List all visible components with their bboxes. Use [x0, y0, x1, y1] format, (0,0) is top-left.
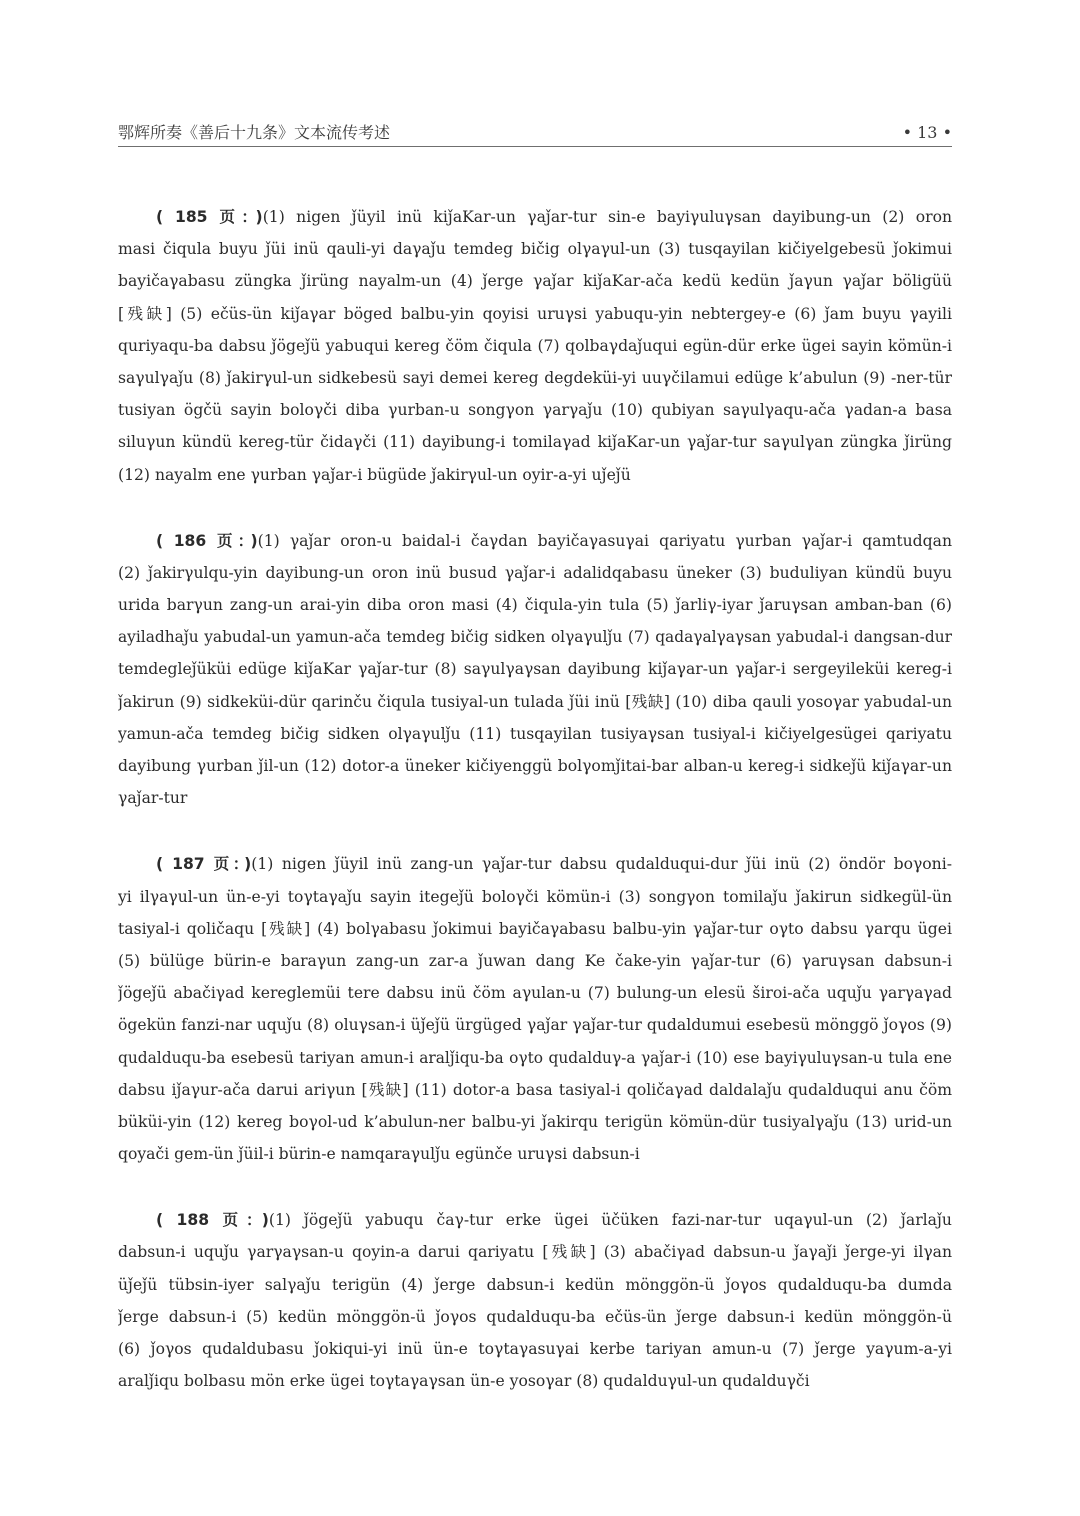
text-line — [118, 525, 952, 557]
text-line — [118, 653, 952, 685]
text-line — [118, 782, 952, 814]
line-text: tusiyan ögčü sayin boloγči diba γurban-u songγon γarγaǰu (10) qubiyan saγulγaqu-ača γadan-a basa — [118, 401, 952, 420]
text-line — [118, 1138, 952, 1170]
line-text: tasiyal-i qoličaqu [残缺] (4) bolγabasu ǰokimui bayičaγabasu balbu-yin γaǰar-tur oγto dabsu γarqu ügei — [118, 919, 952, 938]
text-line — [118, 1106, 952, 1138]
line-text: qoyači gem-ün ǰüil-i bürin-e namqaraγulǰu egünče uruγsi dabsun-i — [118, 1145, 640, 1164]
line-text: (12) nayalm ene γurban γaǰar-i bügüde ǰakirγul-un oyir-a-yi uǰeǰü — [118, 465, 631, 484]
text-line — [118, 913, 952, 945]
text-line — [118, 201, 952, 233]
manuscript-page-entry — [118, 525, 952, 815]
text-line — [118, 848, 952, 880]
text-line — [118, 426, 952, 458]
text-line — [118, 945, 952, 977]
line-text: (1) γaǰar oron-u baidal-i čaγdan bayičaγasuγai qariyatu γurban γaǰar-i qamtudqan — [257, 531, 952, 550]
line-text: (6) ǰoγos qudaldubasu ǰokiqui-yi inü ün-e toγtaγasuγai kerbe tariyan amun-u (7) ǰerge yaγum-a-yi — [118, 1340, 952, 1358]
text-line — [118, 1365, 952, 1397]
page-reference: ( 187 页：) — [156, 855, 252, 874]
line-text: quriyaqu-ba dabsu ǰögeǰü yabuqui kereg čöm čiqula (7) qolbaγdaǰuqui egün-dür erke ügei sayin kömün-i — [118, 336, 952, 355]
line-text: yamun-ača temdeg bičig sidken olγaγulǰu (11) tusqayilan tusiyaγsan tusiyal-i kičiyelgesügei qariyatu — [118, 724, 952, 743]
page-reference: ( 188 页：) — [156, 1211, 269, 1230]
line-text: (2) ǰakirγulqu-yin dayibung-un oron inü busud γaǰar-i adalidqabasu üneker (3) buduliyan kündü buyu — [118, 563, 952, 582]
line-text: ögekün fanzi-nar uquǰu (8) oluγsan-i üǰeǰü ürgüged γaǰar γaǰar-tur qudaldumui esebesü mönggö ǰoγos (9) — [118, 1016, 952, 1035]
running-header — [118, 120, 952, 143]
text-line — [118, 1042, 952, 1074]
text-line — [118, 1333, 952, 1365]
line-text: ǰögeǰü abačiγad kereglemüi tere dabsu inü čöm aγulan-u (7) bulung-un elesü široi-ača uquǰu γarγaγad — [118, 984, 952, 1003]
line-text: temdegleǰüküi edüge kiǰaKar γaǰar-tur (8) saγulγaγsan dayibung kiǰaγar-un γaǰar-i sergeyileküi kereg-i — [118, 660, 952, 679]
line-text: (1) nigen ǰüyil inü kiǰaKar-un γaǰar-tur sin-e bayiγuluγsan dayibung-un (2) oron — [262, 208, 952, 226]
line-text: üǰeǰü tübsin-iyer salγaǰu terigün (4) ǰerge dabsun-i kedün mönggön-ü ǰoγos qudalduqu-ba dumda — [118, 1275, 952, 1294]
text-line — [118, 750, 952, 782]
text-line — [118, 977, 952, 1009]
text-line — [118, 362, 952, 394]
line-text: (1) ǰögeǰü yabuqu čaγ-tur erke ügei üčüken fazi-nar-tur uqaγul-un (2) ǰarlaǰu — [268, 1211, 952, 1230]
manuscript-page-entry — [118, 201, 952, 491]
line-text: dabsu iǰaγur-ača darui ariγun [残缺] (11) dotor-a basa tasiyal-i qoličaγad daldalaǰu qudalduqui anu čöm — [118, 1080, 952, 1099]
line-text: ǰerge dabsun-i (5) kedün mönggön-ü ǰoγos qudalduqu-ba ečüs-ün ǰerge dabsun-i kedün mönggön-ü — [118, 1307, 952, 1326]
line-text: büküi-yin (12) kereg boγol-ud k’abulun-ner balbu-yi ǰakirqu terigün kömün-dür tusiyalγaǰu (13) urid-un — [118, 1112, 952, 1131]
text-line — [118, 1074, 952, 1106]
text-line — [118, 330, 952, 362]
text-line — [118, 298, 952, 330]
line-text: dayibung γurban ǰil-un (12) dotor-a üneker kičiyenggü bolγomǰitai-bar alban-u kereg-i sidkeǰü kiǰaγar-un — [118, 757, 952, 775]
text-line — [118, 557, 952, 589]
text-line — [118, 1301, 952, 1333]
text-line — [118, 589, 952, 621]
line-text: ayiladhaǰu yabudal-un yamun-ača temdeg bičig sidken olγaγulǰu (7) qadaγalγaγsan yabudal-i dangsan-dur — [118, 628, 952, 647]
text-line — [118, 1269, 952, 1301]
text-line — [118, 1236, 952, 1268]
text-line — [118, 1009, 952, 1041]
article-body — [118, 201, 952, 1431]
line-text: bayičaγabasu züngka ǰirüng nayalm-un (4) ǰerge γaǰar kiǰaKar-ača kedü kedün ǰaγun γaǰar böligüü — [118, 272, 952, 291]
text-line — [118, 686, 952, 718]
manuscript-page-entry — [118, 1204, 952, 1397]
page-reference: ( 185 页：) — [156, 208, 263, 226]
text-line — [118, 621, 952, 653]
line-text: γaǰar-tur — [118, 789, 188, 808]
manuscript-page-entry — [118, 848, 952, 1170]
header-title: 鄂辉所奏《善后十九条》文本流传考述 — [118, 123, 391, 142]
line-text: (5) bülüge bürin-e baraγun zang-un zar-a ǰuwan dang Ke čake-yin γaǰar-tur (6) γaruγsan dabsun-i — [118, 951, 952, 970]
line-text: urida barγun zang-un arai-yin diba oron masi (4) čiqula-yin tula (5) ǰarliγ-iyar ǰaruγsan amban-ban (6) — [118, 596, 952, 615]
line-text: aralǰiqu bolbasu mön erke ügei toγtaγaγsan ün-e yosoγar (8) qudalduγul-un qudalduγči — [118, 1372, 810, 1391]
line-text: ǰakirun (9) sidkeküi-dür qarinču čiqula tusiyal-un tulada ǰüi inü [残缺] (10) diba qauli yosoγar yabudal-un — [118, 692, 952, 711]
text-line — [118, 394, 952, 426]
line-text: yi ilγaγul-un ün-e-yi toγtaγaǰu sayin itegeǰü boloγči kömün-i (3) songγon tomilaǰu ǰakirun sidkegül-ün — [118, 887, 952, 906]
page-reference: ( 186 页：) — [156, 531, 258, 550]
text-line — [118, 265, 952, 297]
text-line — [118, 459, 952, 491]
line-text: saγulγaǰu (8) ǰakirγul-un sidkebesü sayi demei kereg degdeküi-yi uuγčilamui edüge k’abulun (9) -ner-tür — [118, 368, 952, 387]
header-rule — [118, 146, 952, 147]
line-text: [残缺] (5) ečüs-ün kiǰaγar böged balbu-yin qoyisi uruγsi yabuqu-yin nebtergey-e (6) ǰam buyu γayili — [118, 304, 952, 323]
line-text: siluγun kündü kereg-tür čidaγči (11) dayibung-i tomilaγad kiǰaKar-un γaǰar-tur saγulγan züngka ǰirüng — [118, 433, 952, 452]
text-line — [118, 881, 952, 913]
text-line — [118, 233, 952, 265]
line-text: masi čiqula buyu ǰüi inü qauli-yi daγaǰu temdeg bičig olγaγul-un (3) tusqayilan kičiyelgebesü ǰokimui — [118, 240, 952, 259]
line-text: dabsun-i uquǰu γarγaγsan-u qoyin-a darui qariyatu [残缺] (3) abačiγad dabsun-u ǰaγaǰi ǰerge-yi ilγan — [118, 1243, 952, 1262]
line-text: (1) nigen ǰüyil inü zang-un γaǰar-tur dabsu qudalduqui-dur ǰüi inü (2) öndör boγoni- — [251, 855, 952, 874]
text-line — [118, 718, 952, 750]
page-number: • 13 • — [902, 123, 952, 142]
text-line — [118, 1204, 952, 1236]
line-text: qudalduqu-ba esebesü tariyan amun-i aralǰiqu-ba oγto qudalduγ-a γaǰar-i (10) ese bayiγuluγsan-u tula ene — [118, 1048, 952, 1067]
